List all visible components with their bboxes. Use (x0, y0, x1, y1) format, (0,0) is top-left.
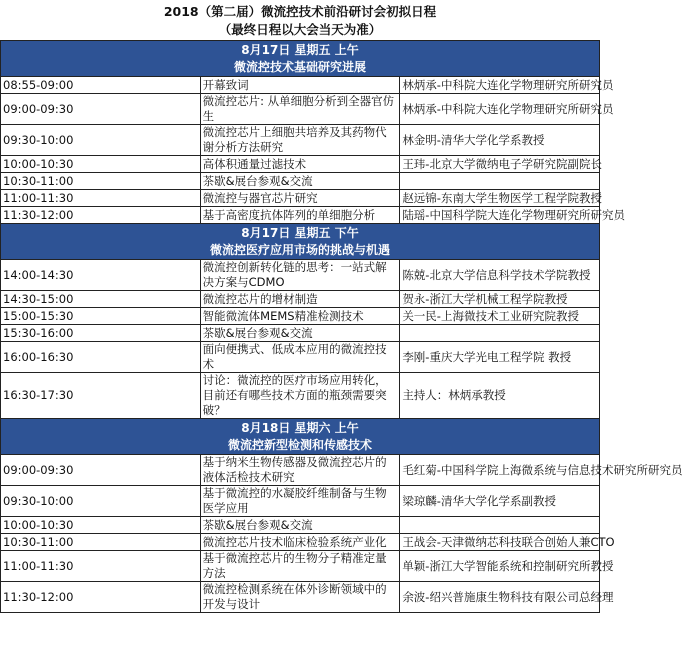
session-speaker: 赵远锦-东南大学生物医学工程学院教授 (400, 190, 600, 207)
session-topic: 智能微流体MEMS精准检测技术 (200, 308, 400, 325)
session-time: 11:00-11:30 (1, 190, 201, 207)
session-topic: 微流控与器官芯片研究 (200, 190, 400, 207)
schedule-row (1, 342, 600, 373)
session-speaker: 林炳承-中科院大连化学物理研究所研究员 (400, 77, 600, 94)
document-title (0, 0, 600, 40)
session-time: 14:30-15:00 (1, 291, 201, 308)
session-topic: 微流控芯片的增材制造 (200, 291, 400, 308)
session-speaker: 王玮-北京大学微纳电子学研究院副院长 (400, 156, 600, 173)
session-topic: 基于纳米生物传感器及微流控芯片的液体活检技术研究 (200, 455, 400, 486)
session-topic: 茶歇&展台参观&交流 (200, 325, 400, 342)
session-topic: 微流控创新转化链的思考：一站式解决方案与CDMO (200, 260, 400, 291)
session-time: 10:00-10:30 (1, 156, 201, 173)
session-speaker: 林金明-清华大学化学系教授 (400, 125, 600, 156)
session-speaker: 王战会-天津微纳芯科技联合创始人兼CTO (400, 534, 600, 551)
schedule-row (1, 291, 600, 308)
session-time: 14:00-14:30 (1, 260, 201, 291)
schedule-row (1, 125, 600, 156)
session-topic: 微流控芯片: 从单细胞分析到全器官仿生 (200, 94, 400, 125)
session-time: 09:00-09:30 (1, 94, 201, 125)
schedule-row (1, 455, 600, 486)
session-speaker: 林炳承-中科院大连化学物理研究所研究员 (400, 94, 600, 125)
schedule-row (1, 190, 600, 207)
session-speaker (400, 325, 600, 342)
session-speaker (400, 173, 600, 190)
session-time: 11:30-12:00 (1, 207, 201, 224)
session-time: 09:00-09:30 (1, 455, 201, 486)
section-header (1, 224, 600, 260)
section-theme: 微流控医疗应用市场的挑战与机遇 (209, 242, 390, 257)
schedule-row (1, 207, 600, 224)
session-speaker: 关一民-上海微技术工业研究院教授 (400, 308, 600, 325)
session-topic: 微流控检测系统在体外诊断领域中的开发与设计 (200, 582, 400, 613)
session-topic: 讨论：微流控的医疗市场应用转化，目前还有哪些技术方面的瓶颈需要突破？ (200, 373, 400, 419)
session-speaker: 余波-绍兴普施康生物科技有限公司总经理 (400, 582, 600, 613)
session-topic: 微流控芯片上细胞共培养及其药物代谢分析方法研究 (200, 125, 400, 156)
session-speaker: 单颖-浙江大学智能系统和控制研究所教授 (400, 551, 600, 582)
session-speaker: 主持人：林炳承教授 (400, 373, 600, 419)
session-speaker: 贺永-浙江大学机械工程学院教授 (400, 291, 600, 308)
section-header (1, 419, 600, 455)
schedule-row (1, 534, 600, 551)
session-time: 10:30-11:00 (1, 534, 201, 551)
section-header-cell (1, 224, 600, 260)
section-header-cell (1, 419, 600, 455)
schedule-row (1, 156, 600, 173)
session-time: 10:00-10:30 (1, 517, 201, 534)
session-time: 09:30-10:00 (1, 486, 201, 517)
session-topic: 基于微流控芯片的生物分子精准定量方法 (200, 551, 400, 582)
session-topic: 高体积通量过滤技术 (200, 156, 400, 173)
schedule-row (1, 517, 600, 534)
session-time: 16:00-16:30 (1, 342, 201, 373)
session-time: 11:00-11:30 (1, 551, 201, 582)
schedule-row (1, 308, 600, 325)
schedule-row (1, 173, 600, 190)
schedule-row (1, 551, 600, 582)
title-line-2: （最终日程以大会当天为准） (218, 22, 382, 37)
schedule-row (1, 260, 600, 291)
section-date: 8月18日 星期六 上午 (241, 420, 359, 435)
section-header-cell (1, 41, 600, 77)
session-topic: 开幕致词 (200, 77, 400, 94)
schedule-row (1, 582, 600, 613)
session-topic: 茶歇&展台参观&交流 (200, 173, 400, 190)
session-time: 10:30-11:00 (1, 173, 201, 190)
title-line-1: 2018（第二届）微流控技术前沿研讨会初拟日程 (163, 4, 437, 19)
schedule-table (0, 40, 682, 613)
schedule-row (1, 325, 600, 342)
session-time: 08:55-09:00 (1, 77, 201, 94)
section-date: 8月17日 星期五 上午 (241, 42, 359, 57)
session-time: 09:30-10:00 (1, 125, 201, 156)
session-topic: 基于高密度抗体阵列的单细胞分析 (200, 207, 400, 224)
session-topic: 基于微流控的水凝胶纤维制备与生物医学应用 (200, 486, 400, 517)
session-topic: 茶歇&展台参观&交流 (200, 517, 400, 534)
section-theme: 微流控新型检测和传感技术 (227, 437, 372, 452)
session-speaker: 陆瑶-中国科学院大连化学物理研究所研究员 (400, 207, 600, 224)
schedule-row (1, 373, 600, 419)
section-date: 8月17日 星期五 下午 (241, 225, 359, 240)
session-time: 16:30-17:30 (1, 373, 201, 419)
session-speaker: 陈兢-北京大学信息科学技术学院教授 (400, 260, 600, 291)
section-theme: 微流控技术基础研究进展 (233, 59, 366, 74)
session-time: 15:00-15:30 (1, 308, 201, 325)
session-topic: 微流控芯片技术临床检验系统产业化 (200, 534, 400, 551)
schedule-row (1, 94, 600, 125)
session-speaker (400, 517, 600, 534)
schedule-row (1, 77, 600, 94)
session-topic: 面向便携式、低成本应用的微流控技术 (200, 342, 400, 373)
schedule-row (1, 486, 600, 517)
session-speaker: 毛红菊-中国科学院上海微系统与信息技术研究所研究员 (400, 455, 600, 486)
section-header (1, 41, 600, 77)
session-speaker: 李刚-重庆大学光电工程学院 教授 (400, 342, 600, 373)
session-speaker: 梁琼麟-清华大学化学系副教授 (400, 486, 600, 517)
session-time: 15:30-16:00 (1, 325, 201, 342)
session-time: 11:30-12:00 (1, 582, 201, 613)
